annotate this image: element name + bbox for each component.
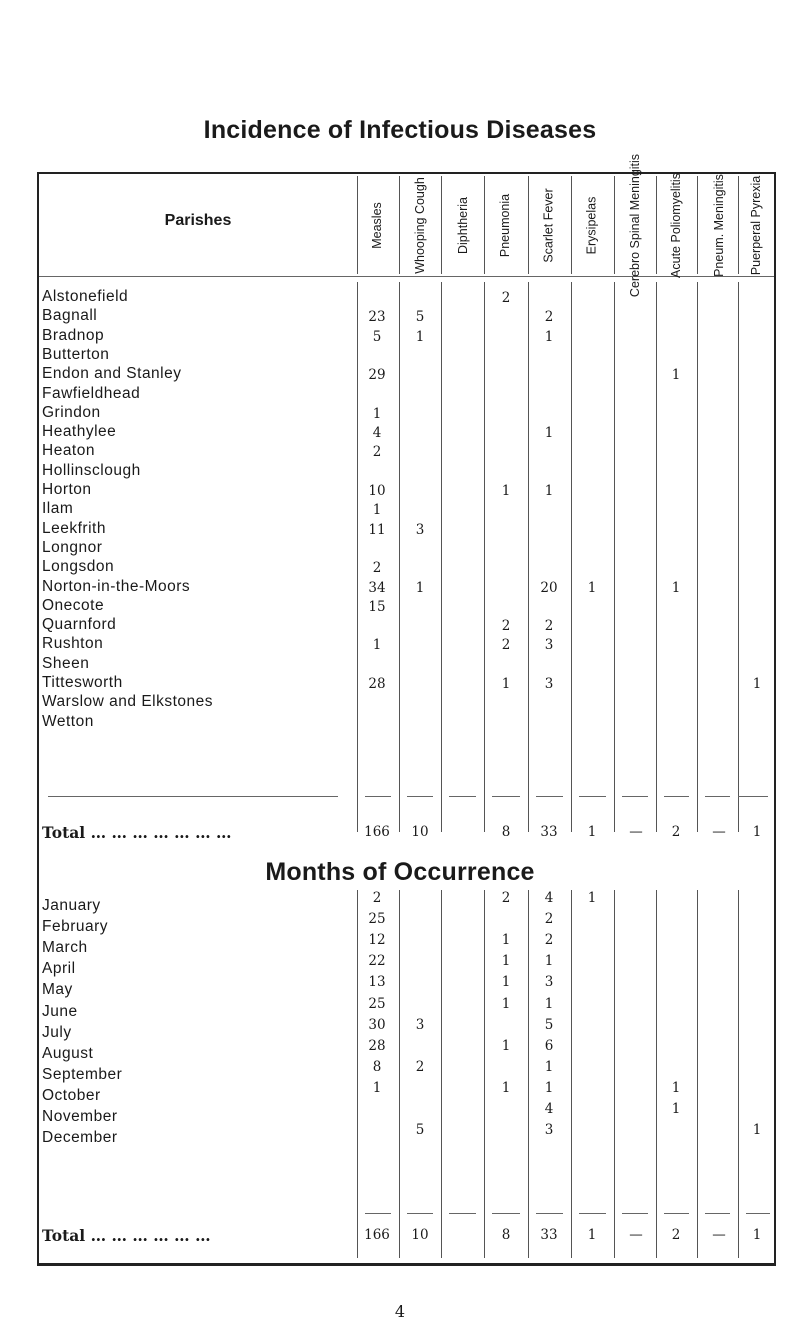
column-header: [356, 176, 398, 274]
table-cell: 1: [671, 367, 681, 384]
month-name: October: [42, 1086, 101, 1104]
table-top-border: [37, 172, 775, 174]
parish-name: Horton: [42, 481, 92, 498]
table-cell: 1: [544, 953, 554, 970]
total-rule: [449, 1213, 476, 1214]
column-header: [615, 153, 657, 297]
total-rule: [407, 796, 433, 797]
parish-name: Bagnall: [42, 307, 98, 325]
total-cell: 2: [671, 1227, 681, 1243]
column-divider: [528, 176, 529, 274]
table-bottom-border: [37, 1263, 776, 1266]
total-rule: [407, 1213, 433, 1214]
column-divider: [484, 282, 485, 832]
table-cell: 1: [372, 1079, 382, 1096]
total-cell: 166: [364, 824, 390, 840]
month-name: May: [42, 981, 73, 999]
table-cell: 25: [368, 995, 386, 1012]
total-rule: [536, 796, 563, 797]
column-header: [655, 172, 697, 278]
table-cell: 28: [368, 1037, 386, 1054]
table-cell: 5: [372, 328, 382, 345]
table-cell: 11: [368, 521, 386, 538]
table-cell: 3: [544, 974, 554, 991]
table-cell: 1: [372, 502, 382, 519]
table-cell: 22: [368, 953, 386, 970]
table-cell: 2: [415, 1058, 425, 1075]
table-cell: 4: [372, 425, 382, 442]
column-divider: [528, 282, 529, 832]
table-cell: 30: [368, 1016, 386, 1033]
table-cell: 5: [544, 1016, 554, 1033]
month-name: March: [42, 939, 88, 957]
header-divider: [39, 276, 774, 277]
parish-name: Onecote: [42, 596, 105, 614]
parish-total-label: Total … … … … … … …: [42, 823, 232, 842]
table-cell: 1: [587, 890, 597, 906]
table-cell: 1: [671, 579, 681, 596]
table-cell: 1: [671, 1101, 681, 1117]
table-cell: 1: [671, 1079, 681, 1096]
total-cell: —: [712, 824, 726, 840]
total-cell: 2: [671, 824, 681, 840]
column-divider: [571, 890, 572, 1258]
table-cell: 1: [752, 1122, 762, 1139]
column-header-label: Measles: [369, 201, 384, 249]
month-total-label: Total … … … … … …: [42, 1226, 211, 1245]
total-rule: [622, 1213, 648, 1214]
table-cell: 3: [544, 1122, 554, 1139]
total-rule: [579, 1213, 606, 1214]
table-cell: 1: [752, 676, 762, 692]
table-cell: 4: [544, 1101, 554, 1117]
column-divider: [614, 282, 615, 832]
table-cell: 2: [501, 290, 511, 306]
parish-name: Longsdon: [42, 558, 115, 576]
table-cell: 2: [501, 637, 511, 654]
column-header-label: Puerperal Pyrexia: [749, 175, 764, 275]
parish-name: Sheen: [42, 654, 90, 672]
table-cell: 1: [372, 637, 382, 654]
parish-name: Rushton: [42, 635, 104, 653]
parish-name: Alstonefield: [42, 288, 129, 305]
column-header: [736, 176, 778, 274]
table-cell: 2: [372, 444, 382, 461]
column-divider: [656, 176, 657, 274]
column-divider: [697, 282, 698, 832]
table-cell: 28: [368, 676, 386, 692]
total-rule: [365, 796, 391, 797]
total-cell: 1: [752, 1227, 762, 1243]
column-divider: [441, 282, 442, 832]
total-rule: [738, 796, 768, 797]
table-cell: 1: [544, 328, 554, 345]
table-cell: 29: [368, 367, 386, 384]
total-rule: [705, 1213, 730, 1214]
parish-name: Quarnford: [42, 616, 117, 634]
month-name: December: [42, 1129, 118, 1147]
parish-name: Norton-in-the-Moors: [42, 577, 191, 595]
month-name: August: [42, 1044, 94, 1062]
table-cell: 1: [501, 1079, 511, 1096]
page-title: Incidence of Infectious Diseases: [203, 116, 597, 144]
table-left-border: [37, 172, 39, 1265]
table-cell: 34: [368, 579, 386, 596]
total-cell: —: [629, 1227, 643, 1243]
table-cell: 1: [544, 1079, 554, 1096]
table-cell: 1: [501, 1037, 511, 1054]
table-cell: 1: [501, 932, 511, 949]
parish-name: Tittesworth: [42, 674, 123, 691]
column-header: [528, 176, 570, 274]
total-rule: [365, 1213, 391, 1214]
table-cell: 5: [415, 1122, 425, 1139]
column-divider: [614, 890, 615, 1258]
table-cell: 2: [501, 890, 511, 906]
table-cell: 5: [415, 309, 425, 326]
table-cell: 1: [501, 676, 511, 692]
column-divider: [738, 890, 739, 1258]
total-rule: [746, 1213, 770, 1214]
total-rule: [664, 1213, 689, 1214]
table-cell: 1: [544, 1058, 554, 1075]
column-divider: [399, 176, 400, 274]
total-cell: 8: [501, 824, 511, 840]
column-divider: [571, 282, 572, 832]
column-divider: [441, 890, 442, 1258]
column-divider: [441, 176, 442, 274]
total-rule: [664, 796, 689, 797]
parish-name: Heathylee: [42, 423, 117, 441]
parish-name: Bradnop: [42, 326, 105, 344]
column-header-label: Scarlet Fever: [541, 187, 556, 263]
total-rule: [492, 796, 520, 797]
total-cell: 10: [411, 824, 429, 840]
table-cell: 1: [544, 995, 554, 1012]
month-name: June: [42, 1002, 78, 1020]
table-right-border: [774, 172, 776, 1265]
total-cell: 1: [587, 824, 597, 840]
total-rule: [492, 1213, 520, 1214]
column-divider: [357, 282, 358, 832]
table-cell: 2: [501, 618, 511, 635]
table-cell: 2: [372, 890, 382, 906]
total-cell: 1: [587, 1227, 597, 1243]
table-cell: 12: [368, 932, 386, 949]
total-cell: —: [712, 1227, 726, 1243]
table-cell: 3: [415, 1016, 425, 1033]
table-cell: 2: [544, 309, 554, 326]
table-cell: 15: [368, 598, 386, 615]
table-cell: 1: [415, 579, 425, 596]
table-cell: 23: [368, 309, 386, 326]
total-rule: [622, 796, 648, 797]
column-divider: [738, 282, 739, 832]
column-divider: [614, 176, 615, 274]
column-header: [399, 176, 441, 274]
total-cell: 166: [364, 1227, 390, 1243]
parish-name: Endon and Stanley: [42, 365, 182, 383]
table-cell: 1: [501, 483, 511, 499]
table-cell: 13: [368, 974, 386, 991]
total-rule: [579, 796, 606, 797]
table-cell: 2: [544, 618, 554, 635]
month-name: January: [42, 897, 101, 914]
column-divider: [571, 176, 572, 274]
table-cell: 8: [372, 1058, 382, 1075]
column-header-label: Acute Poliomyelitis: [668, 172, 683, 278]
column-divider: [697, 890, 698, 1258]
total-cell: —: [629, 824, 643, 840]
table-cell: 20: [540, 579, 558, 596]
column-header: [571, 176, 613, 274]
column-header-label: Erysipelas: [584, 196, 599, 254]
table-cell: 4: [544, 890, 554, 906]
column-divider: [399, 282, 400, 832]
table-cell: 3: [544, 676, 554, 692]
table-cell: 3: [415, 521, 425, 538]
column-header: [698, 173, 740, 277]
table-cell: 3: [544, 637, 554, 654]
month-name: February: [42, 918, 109, 936]
months-title: Months of Occurrence: [265, 858, 535, 886]
parish-name: Wetton: [42, 712, 94, 730]
total-cell: 33: [540, 824, 558, 840]
table-cell: 1: [501, 974, 511, 991]
column-divider: [738, 176, 739, 274]
month-name: September: [42, 1065, 123, 1083]
column-divider: [484, 176, 485, 274]
column-header: [442, 176, 484, 274]
table-cell: 10: [368, 483, 386, 499]
table-cell: 1: [372, 405, 382, 422]
total-cell: 33: [540, 1227, 558, 1243]
parish-name: Longnor: [42, 538, 103, 556]
month-name: November: [42, 1108, 118, 1125]
total-rule: [48, 796, 338, 797]
column-header-label: Cerebro Spinal Meningitis: [628, 153, 643, 297]
total-rule: [536, 1213, 563, 1214]
parish-name: Heaton: [42, 442, 95, 460]
table-cell: 6: [544, 1037, 554, 1054]
month-name: July: [42, 1023, 72, 1041]
parish-name: Butterton: [42, 345, 110, 363]
table-cell: 1: [587, 579, 597, 596]
table-cell: 1: [501, 953, 511, 970]
table-cell: 2: [372, 560, 382, 577]
column-header-label: Diphtheria: [455, 196, 470, 254]
table-cell: 2: [544, 911, 554, 928]
total-cell: 1: [752, 824, 762, 840]
column-header-label: Pneum. Meningitis: [711, 173, 726, 277]
total-rule: [449, 796, 476, 797]
parish-name: Grindon: [42, 403, 101, 421]
table-cell: 25: [368, 911, 386, 928]
column-divider: [656, 282, 657, 832]
total-rule: [705, 796, 730, 797]
column-header-label: Pneumonia: [498, 193, 513, 257]
month-name: April: [42, 960, 76, 978]
column-divider: [357, 176, 358, 274]
table-cell: 2: [544, 932, 554, 949]
table-cell: 1: [544, 425, 554, 442]
table-cell: 1: [544, 483, 554, 499]
page-number: 4: [394, 1302, 406, 1321]
parishes-header: Parishes: [164, 212, 232, 229]
parish-name: Fawfieldhead: [42, 384, 141, 402]
table-cell: 1: [415, 328, 425, 345]
total-cell: 8: [501, 1227, 511, 1243]
column-header: [485, 176, 527, 274]
total-cell: 10: [411, 1227, 429, 1243]
column-divider: [656, 890, 657, 1258]
column-divider: [484, 890, 485, 1258]
column-divider: [697, 176, 698, 274]
parish-name: Warslow and Elkstones: [42, 693, 214, 711]
column-header-label: Whooping Cough: [412, 176, 427, 274]
parish-name: Hollinsclough: [42, 461, 141, 479]
table-cell: 1: [501, 995, 511, 1012]
parish-name: Ilam: [42, 500, 74, 518]
parish-name: Leekfrith: [42, 519, 106, 537]
